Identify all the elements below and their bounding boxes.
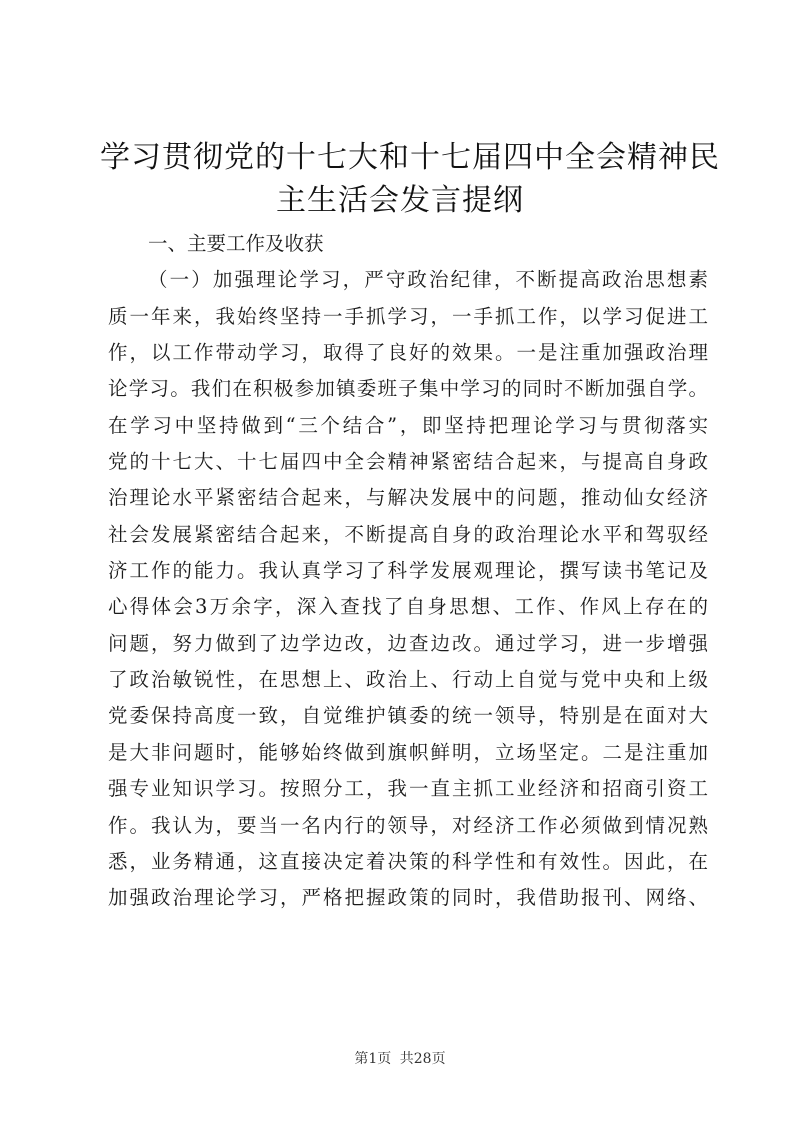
document-title: [100, 136, 720, 222]
paragraph-line: 问题，努力做到了边学边改，边查边改。通过学习，进一步增强: [108, 631, 708, 655]
paragraph-line: 是大非问题时，能够始终做到旗帜鲜明，立场坚定。二是注重加: [108, 740, 708, 764]
paragraph-line: 社会发展紧密结合起来，不断提高自身的政治理论水平和驾驭经: [108, 522, 708, 546]
paragraph-line: 强专业知识学习。按照分工，我一直主抓工业经济和招商引资工: [108, 777, 708, 801]
paragraph-line: 论学习。我们在积极参加镇委班子集中学习的同时不断加强自学。: [108, 377, 708, 401]
title-line-2: 主生活会发言提纲: [276, 183, 524, 218]
page-total: 共28页: [399, 1051, 446, 1067]
paragraph-line: 在学习中坚持做到“三个结合”，即坚持把理论学习与贯彻落实: [108, 413, 708, 437]
paragraph-line: 了政治敏锐性，在思想上、政治上、行动上自觉与党中央和上级: [108, 668, 708, 692]
paragraph-line: 治理论水平紧密结合起来，与解决发展中的问题，推动仙女经济: [108, 486, 708, 510]
title-line-1: 学习贯彻党的十七大和十七届四中全会精神民: [100, 140, 720, 175]
paragraph-line: 作，以工作带动学习，取得了良好的效果。一是注重加强政治理: [108, 341, 708, 365]
paragraph-line: 加强政治理论学习，严格把握政策的同时，我借助报刊、网络、: [108, 886, 708, 910]
paragraph-line: 党的十七大、十七届四中全会精神紧密结合起来，与提高自身政: [108, 450, 708, 474]
paragraph-line: 质一年来，我始终坚持一手抓学习，一手抓工作，以学习促进工: [108, 304, 708, 328]
document-body: [108, 226, 708, 917]
section-heading: 一、主要工作及收获: [148, 232, 324, 255]
paragraph-line: 悉，业务精通，这直接决定着决策的科学性和有效性。因此，在: [108, 849, 708, 873]
paragraph-line: 心得体会3万余字，深入查找了自身思想、工作、作风上存在的: [108, 595, 708, 619]
paragraph-line: 济工作的能力。我认真学习了科学发展观理论，撰写读书笔记及: [108, 559, 708, 583]
paragraph-line: 作。我认为，要当一名内行的领导，对经济工作必须做到情况熟: [108, 813, 708, 837]
paragraph-line: 党委保持高度一致，自觉维护镇委的统一领导，特别是在面对大: [108, 704, 708, 728]
page-number: 第1页: [354, 1051, 392, 1067]
paragraph-line: （一）加强理论学习，严守政治纪律，不断提高政治思想素: [148, 268, 708, 292]
page-footer: [0, 1048, 800, 1068]
